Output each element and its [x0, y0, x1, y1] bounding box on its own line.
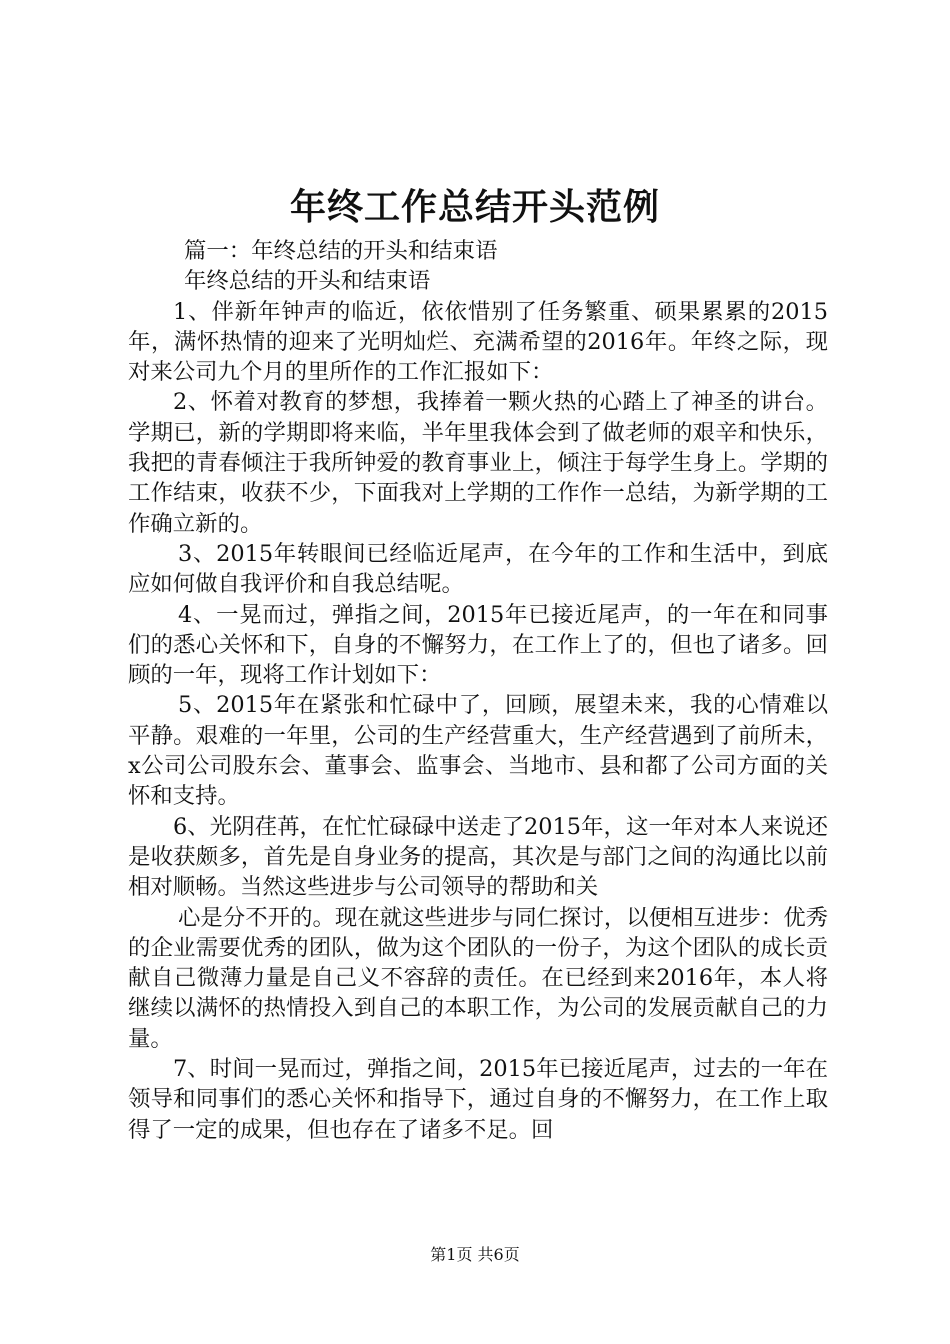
paragraph-item-6-continued: 心是分不开的。现在就这些进步与同仁探讨，以便相互进步：优秀的企业需要优秀的团队，做为这个团队的一份子，为这个团队的成长贡献自己微薄力量是自己义不容辞的责任。在已经到来2016年，本人将继续以满怀的热情投入到自己的本职工作，为公司的发展贡献自己的力量。 [128, 904, 828, 1052]
page-number-footer: 第1页 共6页 [430, 1245, 520, 1264]
paragraph-item-5: 5、2015年在紧张和忙碌中了，回顾，展望未来，我的心情难以平静。艰难的一年里，公司的生产经营重大，生产经营遇到了前所未，x公司公司股东会、董事会、监事会、当地市、县和都了公司方面的关怀和支持。 [128, 692, 828, 810]
document-title: 年终工作总结开头范例 [289, 187, 660, 228]
document-body [128, 236, 828, 1145]
paragraph-subheading: 年终总结的开头和结束语 [184, 268, 431, 295]
paragraph-item-2: 2、怀着对教育的梦想，我捧着一颗火热的心踏上了神圣的讲台。学期已，新的学期即将来临，半年里我体会到了做老师的艰辛和快乐，我把的青春倾注于我所钟爱的教育事业上，倾注于每学生身上。学期的工作结束，收获不少，下面我对上学期的工作作一总结，为新学期的工作确立新的。 [128, 389, 828, 537]
paragraph-item-7: 7、时间一晃而过，弹指之间，2015年已接近尾声，过去的一年在领导和同事们的悉心关怀和指导下，通过自身的不懈努力，在工作上取得了一定的成果，但也存在了诸多不足。回 [128, 1056, 828, 1143]
paragraph-item-4: 4、一晃而过，弹指之间，2015年已接近尾声，的一年在和同事们的悉心关怀和下，自身的不懈努力，在工作上了的，但也了诸多。回顾的一年，现将工作计划如下： [128, 601, 828, 689]
paragraph-item-1: 1、伴新年钟声的临近，依依惜别了任务繁重、硕果累累的2015年，满怀热情的迎来了光明灿烂、充满希望的2016年。年终之际，现对来公司九个月的里所作的工作汇报如下： [128, 298, 828, 386]
paragraph-item-6: 6、光阴荏苒，在忙忙碌碌中送走了2015年，这一年对本人来说还是收获颇多，首先是自身业务的提高，其次是与部门之间的沟通比以前相对顺畅。当然这些进步与公司领导的帮助和关 [128, 813, 828, 901]
paragraph-section-heading: 篇一：年终总结的开头和结束语 [184, 238, 498, 264]
paragraph-item-3: 3、2015年转眼间已经临近尾声，在今年的工作和生活中，到底应如何做自我评价和自我总结呢。 [128, 540, 828, 598]
